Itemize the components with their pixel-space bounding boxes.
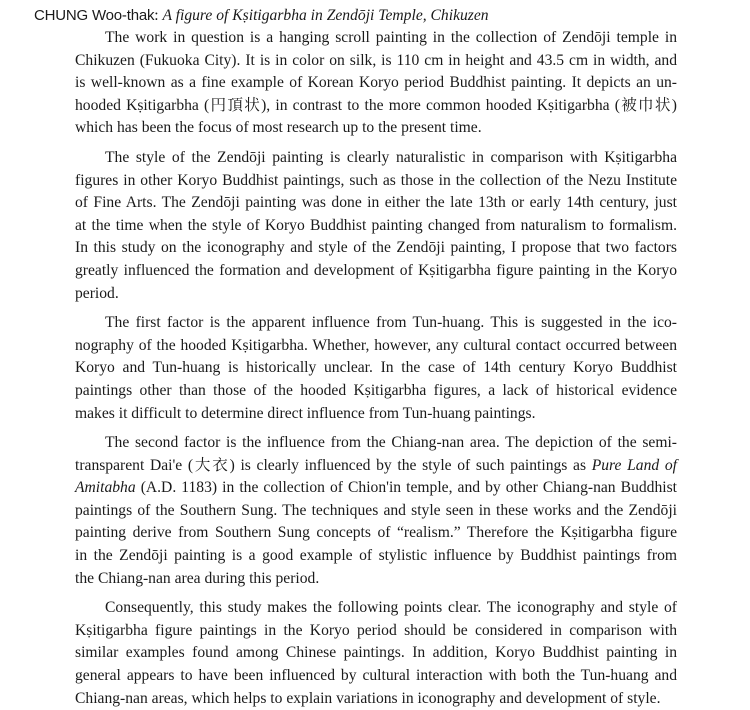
paragraph	[75, 147, 677, 305]
text-line: of Fine Arts. The Zendōji painting was done in either the late 13th or early 14th century, just	[75, 194, 677, 212]
paragraph	[75, 432, 677, 590]
text-line: figures in other Koryo Buddhist paintings, such as those in the collection of the Nezu Institute	[75, 171, 677, 189]
text-line	[75, 545, 677, 568]
text-line: Koryo and Tun-huang is historically unclear. In the case of 14th century Koryo Buddhist	[75, 359, 677, 377]
abstract-body	[75, 27, 677, 710]
italic-title: Pure Land of	[591, 456, 678, 474]
italic-title: Amitabha	[75, 479, 136, 497]
text-segment: painting derive from Southern Sung concepts of “realism.” Therefore the Kṣitigarbha figure	[75, 524, 677, 542]
text-line: The work in question is a hanging scroll painting in the collection of Zendōji temple in	[105, 29, 677, 46]
text-line: is well-known as a fine example of Korean Koryo period Buddhist painting. It depicts an un-	[75, 74, 677, 92]
text-line: similar examples found among Chinese paintings. In addition, Koryo Buddhist painting in	[75, 644, 677, 662]
text-line: Chikuzen (Fukuoka City). It is in color on silk, is 110 cm in height and 43.5 cm in width, and	[75, 51, 677, 69]
text-segment: the Chiang-nan area during this period.	[75, 569, 320, 587]
text-segment: (A.D. 1183) in the collection of Chion'in temple, and by other Chiang-nan Buddhist	[135, 479, 677, 497]
text-line	[75, 455, 677, 478]
text-line: The first factor is the apparent influence from Tun-huang. This is suggested in the ico-	[105, 314, 677, 332]
text-line: In this study on the iconography and style of the Zendōji painting, I propose that two factors	[75, 239, 677, 257]
text-segment: in the Zendōji painting is a good example of stylistic influence by Buddhist paintings from	[75, 547, 677, 565]
author-name: CHUNG Woo-thak	[34, 7, 155, 24]
text-line	[75, 500, 677, 523]
text-line: Consequently, this study makes the following points clear. The iconography and style of	[105, 599, 677, 617]
text-segment: The second factor is the influence from the Chiang-nan area. The depiction of the semi-	[105, 434, 677, 452]
text-segment: transparent Dai'e (大衣) is clearly influenced by the style of such paintings as	[75, 456, 592, 474]
text-line	[75, 568, 677, 591]
article-header	[34, 5, 489, 28]
text-line: greatly influenced the formation and development of Kṣitigarbha figure painting in the Koryo	[75, 261, 677, 279]
text-line	[75, 432, 677, 455]
text-line: which has been the focus of most research up to the present time.	[75, 119, 482, 137]
paragraph	[75, 27, 677, 140]
text-line: at the time when the style of Koryo Buddhist painting changed from naturalism to formalism.	[75, 216, 677, 234]
article-title: A figure of Kṣitigarbha in Zendōji Temple, Chikuzen	[162, 7, 489, 24]
text-line: paintings other than those of the hooded Kṣitigarbha figures, a lack of historical evidence	[75, 381, 677, 399]
text-line: period.	[75, 284, 119, 302]
text-line: The style of the Zendōji painting is clearly naturalistic in comparison with Kṣitigarbha	[105, 148, 677, 166]
paragraph	[75, 597, 677, 710]
text-line: Chiang-nan areas, which helps to explain variations in iconography and development of style.	[75, 689, 661, 707]
text-line: makes it difficult to determine direct influence from Tun-huang paintings.	[75, 404, 536, 422]
text-line: general appears to have been influenced by cultural interaction with both the Tun-huang and	[75, 667, 677, 685]
text-line	[75, 522, 677, 545]
text-line: nography of the hooded Kṣitigarbha. Whether, however, any cultural contact occurred between	[75, 336, 677, 354]
text-line: hooded Kṣitigarbha (円頂状), in contrast to the more common hooded Kṣitigarbha (被巾状)	[75, 96, 677, 114]
text-line	[75, 477, 677, 500]
header-separator: :	[154, 7, 163, 24]
paragraph	[75, 312, 677, 425]
text-line: Kṣitigarbha figure paintings in the Koryo period should be considered in comparison with	[75, 621, 677, 639]
text-segment: paintings of the Southern Sung. The techniques and style seen in these works and the Zendōji	[75, 501, 677, 519]
